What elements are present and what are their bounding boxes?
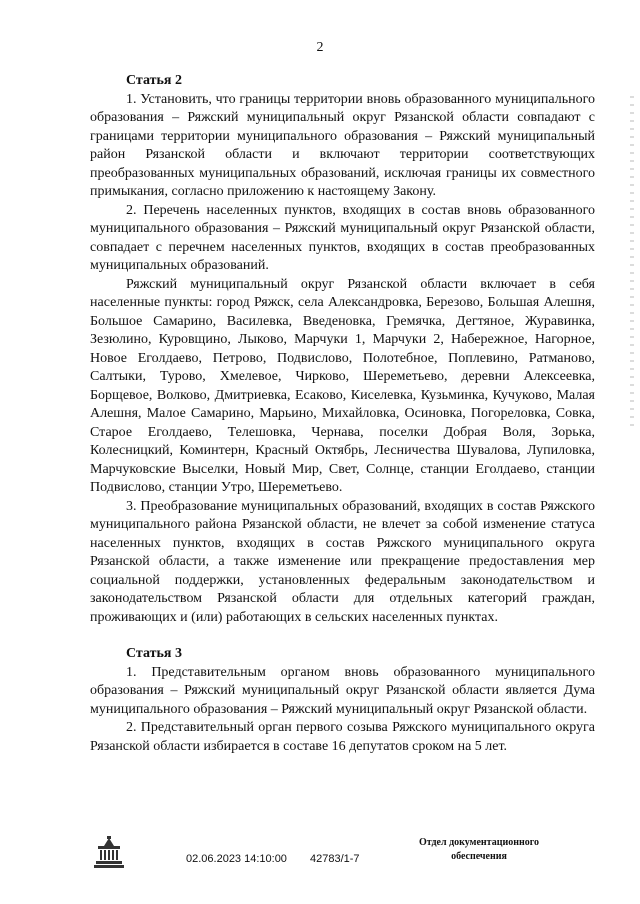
scan-margin-mark [630,90,634,430]
footer-registration-number: 42783/1-7 [310,853,360,865]
footer-department [404,836,554,864]
article-3-paragraph-1: 1. Представительным органом вновь образованного муниципального образования – Ряжский муниципальный округ Рязанской области является Дума муниципального образования – Ряжский муниципальный округ Рязанской области. [90,664,595,717]
page-number: 2 [316,40,324,55]
article-2-paragraph-3: Ряжский муниципальный округ Рязанской области включает в себя населенные пункты: город Ряжск, села Александровка, Березово, Большая Алешня, Большое Самарино, Василевка, Введеновка, Гремячка, Дегтяное, Журавинка, Зезюлино, Куровщино, Лыково, Марчуки 1, Марчуки 2, Набережное, Нагорное, Новое Еголдаево, Петрово, Подвислово, Полотебное, Поплевино, Ратманово, Салтыки, Турово, Хмелевое, Чирково, Шереметьево, деревни Алексеевка, Борщевое, Волково, Дмитриевка, Есаково, Киселевка, Кузьминка, Кучуково, Малая Алешня, Малое Самарино, Марьино, Михайловка, Осиновка, Погореловка, Совка, Старое Еголдаево, Телешовка, Чернава, поселки Добрая Воля, Зорька, Колесницкий, Коминтерн, Красный Октябрь, Лесничества Шувалова, Лупиловка, Марчуковские Выселки, Новый Мир, Свет, Солнце, станции Еголдаево, станции Подвислово, станции Утро, Шереметьево. [90,276,595,495]
article-2-heading: Статья 2 [126,73,182,88]
article-2 [90,72,595,756]
footer-date: 02.06.2023 14:10:00 [186,853,287,865]
article-2-paragraph-2: 2. Перечень населенных пунктов, входящих в состав вновь образованного муниципального образования – Ряжский муниципальный округ Рязанской области, совпадает с перечнем населенных пунктов, входящих в состав преобразованных муниципальных образований. [90,202,595,273]
duma-emblem-icon [92,836,126,870]
article-3-paragraph-2: 2. Представительный орган первого созыва Ряжского муниципального округа Рязанской области избирается в составе 16 депутатов сроком на 5 лет. [90,720,595,754]
article-2-paragraph-1: 1. Установить, что границы территории вновь образованного муниципального образования – Ряжский муниципальный округ Рязанской области совпадают с границами территории муниципального образования – Ряжский муниципальный район Рязанской области и включают территории соответствующих преобразованных муниципальных образований, исключая границы их совместного примыкания, согласно приложению к настоящему Закону. [90,91,595,199]
footer-department-line-1: Отдел документационного [418,837,540,848]
article-2-paragraph-4: 3. Преобразование муниципальных образований, входящих в состав Ряжского муниципального района Рязанской области, не влечет за собой изменение статуса населенных пунктов, входящих в состав Ряжского муниципального округа Рязанской области, а также изменение или прекращение предоставления мер социальной поддержки, установленных федеральным законодательством и законодательством Рязанской области для отдельных категорий граждан, проживающих и (или) работающих в сельских населенных пунктах. [90,498,595,625]
article-3-heading: Статья 3 [126,646,182,661]
footer-department-line-2: обеспечения [451,851,507,862]
